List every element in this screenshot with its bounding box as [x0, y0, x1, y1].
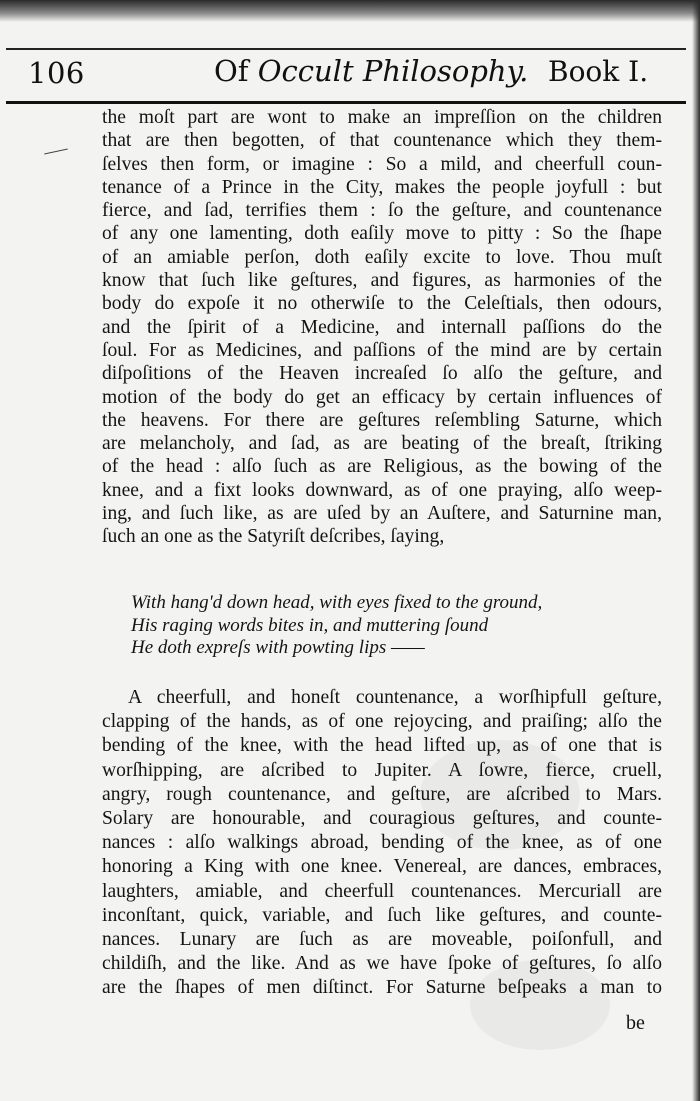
text-line: are melancholy, and ſad, as are beating of the breaſt, ſtriking: [102, 433, 662, 455]
text-line: inconſtant, quick, variable, and ſuch like geſtures, and counte-: [102, 904, 662, 926]
page-right-edge: [692, 0, 700, 1101]
text-line: that are then begotten, of that countenance which they them-: [102, 130, 662, 152]
text-line: ing, and ſuch like, as are uſed by an Auſtere, and Saturnine man,: [102, 503, 662, 525]
text-line: childiſh, and the like. And as we have ſpoke of geſtures, ſo alſo: [102, 953, 662, 975]
text-line: ſuch an one as the Satyriſt deſcribes, ſaying,: [102, 526, 445, 548]
running-title: [214, 54, 528, 88]
running-title-prefix: Of: [214, 54, 258, 88]
text-line: and the ſpirit of a Medicine, and internall paſſions do the: [102, 316, 662, 338]
text-line: motion of the body do get an efficacy by certain influences of: [102, 386, 662, 408]
text-line: nances : alſo walkings abroad, bending of the knee, as of one: [102, 832, 662, 854]
text-line: worſhipping, are aſcribed to Jupiter. A ſowre, fierce, cruell,: [102, 759, 662, 781]
text-line: body do expoſe it no otherwiſe to the Celeſtials, then odours,: [102, 293, 662, 315]
text-line: laughters, amiable, and cheerfull countenances. Mercuriall are: [102, 880, 662, 902]
text-line: ſoul. For as Medicines, and paſſions of the mind are by certain: [102, 339, 662, 361]
header-rule-top: [6, 48, 686, 50]
text-line: angry, rough countenance, and geſture, are aſcribed to Mars.: [102, 783, 662, 805]
text-line: honoring a King with one knee. Venereal, are dances, embraces,: [102, 856, 662, 878]
text-line: A cheerfull, and honeſt countenance, a worſhipfull geſture,: [128, 687, 662, 708]
header-rule-bottom: [6, 101, 686, 104]
verse-quote: [131, 592, 651, 660]
text-line: are the ſhapes of men diſtinct. For Saturne beſpeaks a man to: [102, 977, 662, 999]
verse-line: His raging words bites in, and muttering ſound: [131, 614, 489, 636]
text-line: know that ſuch like geſtures, and figures, as harmonies of the: [102, 270, 662, 292]
verse-line: He doth expreſs with powting lips ——: [131, 637, 425, 658]
text-line: Solary are honourable, and couragious geſtures, and counte-: [102, 807, 662, 829]
text-line: diſpoſitions of the Heaven increaſed ſo alſo the geſture, and: [102, 363, 662, 385]
text-line: the moſt part are wont to make an impreſſion on the children: [102, 107, 662, 128]
catchword: be: [626, 1012, 645, 1034]
paragraph-2: [102, 686, 662, 1000]
text-line: knee, and a fixt looks downward, as of one praying, alſo weep-: [102, 479, 662, 501]
text-line: fierce, and ſad, terrifies them : ſo the geſture, and countenance: [102, 200, 662, 222]
running-title-italic: Occult Philosophy.: [257, 54, 529, 88]
page-number: 106: [28, 56, 85, 90]
text-line: nances. Lunary are ſuch as are moveable, poiſonfull, and: [102, 928, 662, 950]
paragraph-1: [102, 106, 662, 549]
page-top-shadow: [0, 0, 700, 22]
text-line: tenance of a Prince in the City, makes the people joyfull : but: [102, 176, 662, 198]
text-line: ſelves then form, or imagine : So a mild, and cheerfull coun-: [102, 153, 662, 175]
book-label: Book I.: [548, 55, 649, 88]
text-line: the heavens. For there are geſtures reſembling Saturne, which: [102, 409, 662, 431]
text-line: of an amiable perſon, doth eaſily excite to love. Thou muſt: [102, 246, 662, 268]
text-line: of any one lamenting, doth eaſily move to pitty : So the ſhape: [102, 223, 662, 245]
text-line: clapping of the hands, as of one rejoycing, and praiſing; alſo the: [102, 711, 662, 733]
text-line: bending of the knee, with the head lifted up, as of one that is: [102, 735, 662, 757]
text-line: of the head : alſo ſuch as are Religious, as the bowing of the: [102, 456, 662, 478]
verse-line: With hang'd down head, with eyes fixed to the ground,: [131, 592, 543, 613]
margin-mark: [44, 149, 68, 155]
